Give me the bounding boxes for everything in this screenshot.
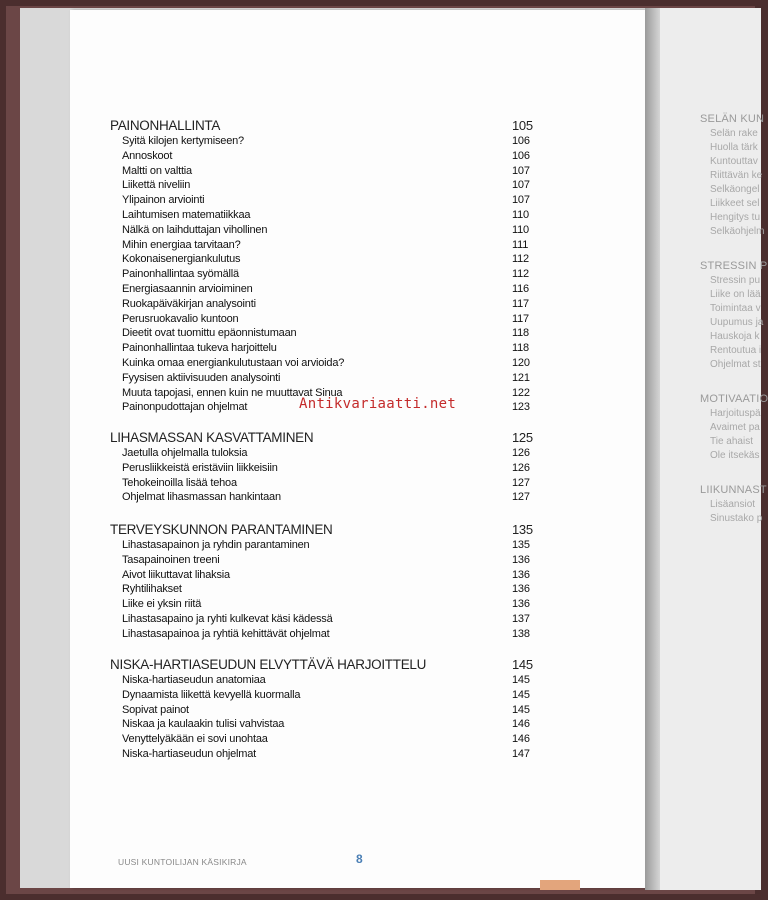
section-page: 145 — [512, 657, 533, 672]
toc-entry — [110, 613, 540, 628]
entry-title: Aivot liikuttavat lihaksia — [122, 568, 230, 581]
entry-page: 118 — [512, 342, 529, 355]
toc-entry — [110, 268, 540, 283]
toc-entry — [110, 628, 540, 643]
entry-page: 136 — [512, 583, 530, 596]
toc-entry — [110, 253, 540, 268]
entry-title: Nälkä on laihduttajan vihollinen — [122, 223, 268, 236]
entry-page: 126 — [512, 447, 530, 459]
facing-item: Selän rake — [710, 128, 758, 139]
toc-entry — [110, 733, 540, 748]
facing-item: Liike on lää — [710, 289, 761, 300]
entry-title: Lihastasapainoa ja ryhtiä kehittävät ohjelmat — [122, 627, 330, 640]
toc-entry — [110, 224, 540, 239]
facing-section-4: LIIKUNNAST — [700, 484, 767, 496]
entry-title: Perusruokavalio kuntoon — [122, 312, 239, 325]
toc-entry — [110, 135, 540, 150]
entry-title: Lihastasapainon ja ryhdin parantaminen — [122, 539, 310, 551]
entry-title: Lihastasapaino ja ryhti kulkevat käsi kädessä — [122, 612, 333, 625]
facing-item: Ohjelmat st — [710, 359, 761, 370]
entry-page: 111 — [512, 238, 529, 251]
section-title: LIHASMASSAN KASVATTAMINEN — [110, 430, 314, 445]
facing-item: Hauskoja k — [710, 331, 760, 342]
entry-title: Tehokeinoilla lisää tehoa — [122, 476, 237, 489]
entry-title: Tasapainoinen treeni — [122, 553, 220, 566]
section-title: PAINONHALLINTA — [110, 118, 221, 133]
toc-entry — [110, 491, 540, 506]
bookmark-strip — [540, 880, 580, 890]
section-heading — [110, 430, 540, 447]
entry-title: Jaetulla ohjelmalla tuloksia — [122, 447, 248, 459]
toc-entry — [110, 372, 540, 387]
entry-title: Liike ei yksin riitä — [122, 598, 202, 611]
entry-page: 121 — [512, 371, 530, 384]
entry-title: Mihin energiaa tarvitaan? — [122, 238, 241, 251]
entry-page: 123 — [512, 401, 530, 414]
facing-item: Harjoituspä — [710, 408, 761, 419]
entry-title: Painonhallintaa tukeva harjoittelu — [122, 342, 277, 355]
facing-item: Rentoutua i — [710, 345, 762, 356]
entry-page: 147 — [512, 747, 530, 760]
toc-entry — [110, 583, 540, 598]
facing-section-1: SELÄN KUN — [700, 113, 765, 125]
entry-title: Kuinka omaa energiankulutustaan voi arvioida? — [122, 356, 345, 369]
entry-page: 107 — [512, 179, 530, 192]
facing-item: Lisäansiot — [710, 499, 756, 510]
entry-title: Painonhallintaa syömällä — [122, 268, 239, 281]
section-page: 105 — [512, 118, 533, 133]
entry-page: 136 — [512, 553, 530, 566]
entry-title: Kokonaisenergiankulutus — [122, 253, 241, 266]
entry-title: Maltti on valttia — [122, 164, 192, 177]
entry-page: 145 — [512, 674, 530, 686]
watermark-text: Antikvariaatti.net — [299, 396, 457, 412]
facing-item: Liikkeet sel — [710, 198, 760, 209]
entry-page: 107 — [512, 194, 530, 207]
entry-title: Dieetit ovat tuomittu epäonnistumaan — [122, 327, 297, 340]
section-heading — [110, 118, 540, 135]
entry-page: 126 — [512, 461, 530, 474]
entry-page: 122 — [512, 386, 530, 399]
facing-item: Ole itsekäs — [710, 450, 760, 461]
entry-title: Fyysisen aktiivisuuden analysointi — [122, 371, 281, 384]
entry-page: 138 — [512, 627, 530, 640]
entry-title: Niska-hartiaseudun anatomiaa — [122, 674, 266, 686]
entry-title: Ylipainon arviointi — [122, 194, 205, 207]
toc-entry — [110, 357, 540, 372]
toc-entry — [110, 283, 540, 298]
facing-item: Toimintaa v — [710, 303, 761, 314]
toc-entry — [110, 569, 540, 584]
section-page: 135 — [512, 522, 533, 537]
facing-page — [660, 8, 768, 890]
toc-section — [110, 118, 540, 416]
facing-item: Selkäohjelm — [710, 226, 765, 237]
entry-page: 146 — [512, 718, 530, 731]
facing-item: Avaimet pa — [710, 422, 760, 433]
entry-page: 127 — [512, 491, 530, 504]
toc-entry — [110, 718, 540, 733]
toc-entry — [110, 313, 540, 328]
entry-page: 136 — [512, 598, 530, 611]
toc-entry — [110, 477, 540, 492]
section-title: TERVEYSKUNNON PARANTAMINEN — [110, 522, 333, 537]
toc-entry — [110, 539, 540, 554]
entry-title: Dynaamista liikettä kevyellä kuormalla — [122, 688, 301, 701]
toc-entry — [110, 342, 540, 357]
entry-page: 145 — [512, 703, 530, 716]
toc-entry — [110, 194, 540, 209]
toc-entry — [110, 462, 540, 477]
section-heading — [110, 522, 540, 539]
entry-page: 135 — [512, 539, 530, 551]
entry-page: 106 — [512, 135, 530, 147]
entry-title: Syitä kilojen kertymiseen? — [122, 135, 244, 147]
entry-page: 116 — [512, 282, 529, 295]
toc-section — [110, 430, 540, 506]
toc-section — [110, 657, 540, 763]
facing-item: Kuntouttav — [710, 156, 758, 167]
entry-title: Ryhtilihakset — [122, 583, 182, 596]
toc-entry — [110, 674, 540, 689]
entry-page: 146 — [512, 733, 530, 746]
facing-item: Uupumus ja — [710, 317, 764, 328]
entry-title: Ruokapäiväkirjan analysointi — [122, 297, 256, 310]
toc-entry — [110, 748, 540, 763]
facing-item: Selkäongel — [710, 184, 760, 195]
facing-item: Hengitys tu — [710, 212, 761, 223]
entry-title: Sopivat painot — [122, 703, 189, 716]
toc-entry — [110, 689, 540, 704]
page-number: 8 — [356, 852, 363, 866]
entry-page: 110 — [512, 223, 529, 236]
entry-page: 120 — [512, 356, 530, 369]
entry-title: Energiasaannin arvioiminen — [122, 282, 253, 295]
toc-entry — [110, 239, 540, 254]
entry-title: Niskaa ja kaulaakin tulisi vahvistaa — [122, 718, 285, 731]
toc-entry — [110, 554, 540, 569]
facing-item: Huolla tärk — [710, 142, 758, 153]
entry-page: 145 — [512, 688, 530, 701]
toc-entry — [110, 704, 540, 719]
entry-title: Muuta tapojasi, ennen kuin ne muuttavat Sinua — [122, 386, 343, 399]
toc-entry — [110, 447, 540, 462]
entry-title: Liikettä niveliin — [122, 179, 191, 192]
toc-entry — [110, 179, 540, 194]
entry-title: Perusliikkeistä eristäviin liikkeisiin — [122, 461, 278, 474]
entry-page: 118 — [512, 327, 529, 340]
toc-entry — [110, 598, 540, 613]
facing-item: Tie ahaist — [710, 436, 753, 447]
entry-page: 110 — [512, 208, 529, 221]
entry-page: 112 — [512, 253, 529, 266]
entry-title: Venyttelyäkään ei sovi unohtaa — [122, 733, 268, 746]
entry-page: 137 — [512, 612, 530, 625]
entry-title: Laihtumisen matematiikkaa — [122, 208, 251, 221]
section-heading — [110, 657, 540, 674]
toc-entry — [110, 150, 540, 165]
toc-section — [110, 522, 540, 643]
facing-item: Stressin pu — [710, 275, 761, 286]
entry-page: 112 — [512, 268, 529, 281]
entry-page: 106 — [512, 149, 530, 162]
facing-section-2: STRESSIN P — [700, 260, 768, 272]
facing-item: Riittävän ke — [710, 170, 763, 181]
entry-page: 127 — [512, 476, 530, 489]
entry-title: Niska-hartiaseudun ohjelmat — [122, 747, 257, 760]
contents-page — [70, 10, 645, 888]
entry-page: 136 — [512, 568, 530, 581]
section-title: NISKA-HARTIASEUDUN ELVYTTÄVÄ HARJOITTELU — [110, 657, 427, 672]
section-page: 125 — [512, 430, 533, 445]
toc-entry — [110, 209, 540, 224]
entry-title: Annoskoot — [122, 149, 173, 162]
toc-entry — [110, 165, 540, 180]
entry-page: 107 — [512, 164, 530, 177]
facing-item: Sinustako p — [710, 513, 763, 524]
facing-section-3: MOTIVAATIO — [700, 393, 768, 405]
toc-entry — [110, 327, 540, 342]
toc-entry — [110, 298, 540, 313]
entry-title: Ohjelmat lihasmassan hankintaan — [122, 491, 281, 504]
entry-title: Painonpudottajan ohjelmat — [122, 401, 248, 414]
entry-page: 117 — [512, 312, 529, 325]
entry-page: 117 — [512, 297, 529, 310]
footer-book-title: UUSI KUNTOILIJAN KÄSIKIRJA — [118, 857, 247, 867]
